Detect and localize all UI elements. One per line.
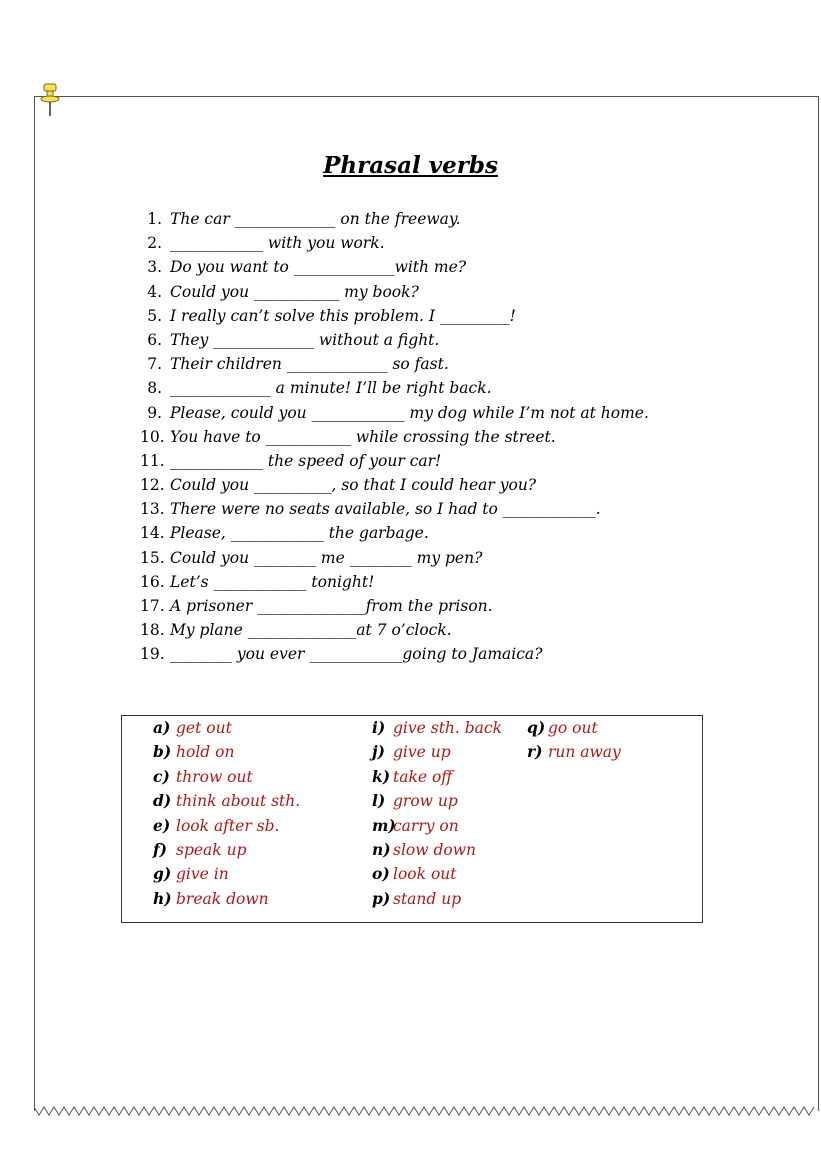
option-item bbox=[372, 887, 461, 911]
option-letter: h) bbox=[153, 888, 172, 908]
option-letter: d) bbox=[153, 791, 172, 811]
sentence-item bbox=[140, 304, 649, 328]
option-letter: a) bbox=[153, 718, 171, 737]
option-phrasal-verb: slow down bbox=[393, 841, 476, 859]
option-item bbox=[153, 789, 300, 813]
sentence-number: 15. bbox=[140, 548, 165, 567]
sentence-text: ____________ with you work. bbox=[170, 234, 385, 253]
option-phrasal-verb: give up bbox=[393, 743, 451, 762]
option-item bbox=[153, 887, 269, 911]
option-item bbox=[527, 740, 621, 764]
option-letter: o) bbox=[372, 864, 390, 884]
sentence-text: My plane ______________at 7 o’clock. bbox=[170, 621, 452, 640]
option-phrasal-verb: throw out bbox=[176, 767, 253, 786]
option-phrasal-verb: break down bbox=[176, 889, 269, 908]
sentence-number: 3. bbox=[147, 258, 162, 277]
sentence-item bbox=[140, 594, 649, 618]
option-phrasal-verb: hold on bbox=[176, 743, 235, 762]
option-letter: q) bbox=[527, 718, 546, 737]
option-item bbox=[153, 838, 247, 862]
sentence-text: ____________ the speed of your car! bbox=[170, 451, 442, 470]
sentence-number: 8. bbox=[147, 379, 162, 398]
page-bottom-edge bbox=[34, 1104, 818, 1118]
option-item bbox=[372, 740, 451, 764]
option-letter: i) bbox=[372, 718, 386, 737]
sentence-number: 6. bbox=[147, 330, 162, 349]
option-letter: g) bbox=[153, 864, 172, 884]
sentence-text: There were no seats available, so I had to ____________. bbox=[170, 500, 601, 519]
sentence-item bbox=[140, 546, 649, 570]
sentence-item bbox=[140, 352, 649, 376]
option-phrasal-verb: get out bbox=[176, 719, 232, 737]
sentence-text: Could you __________, so that I could hear you? bbox=[170, 476, 537, 495]
sentence-text: I really can’t solve this problem. I _________! bbox=[170, 306, 516, 325]
option-item bbox=[372, 716, 502, 740]
sentence-number: 7. bbox=[147, 355, 162, 374]
pushpin-icon bbox=[38, 82, 62, 118]
sentence-number: 14. bbox=[140, 524, 165, 543]
sentence-item bbox=[140, 497, 649, 521]
option-item bbox=[153, 716, 232, 740]
option-letter: l) bbox=[372, 791, 386, 811]
option-phrasal-verb: stand up bbox=[393, 889, 462, 908]
option-item bbox=[153, 814, 279, 838]
option-phrasal-verb: grow up bbox=[393, 792, 458, 811]
sentence-number: 4. bbox=[147, 282, 162, 301]
option-item bbox=[372, 862, 456, 886]
option-letter: p) bbox=[372, 888, 391, 908]
sentence-item bbox=[140, 642, 649, 666]
sentence-text: _____________ a minute! I’ll be right back. bbox=[170, 379, 492, 398]
sentence-text: Could you ________ me ________ my pen? bbox=[170, 548, 483, 567]
option-phrasal-verb: look after sb. bbox=[176, 816, 280, 835]
sentence-item bbox=[140, 207, 649, 231]
sentence-item bbox=[140, 328, 649, 352]
option-letter: r) bbox=[527, 742, 543, 762]
sentence-number: 11. bbox=[140, 451, 165, 470]
option-phrasal-verb: run away bbox=[548, 743, 621, 762]
sentence-text: Do you want to _____________with me? bbox=[170, 258, 467, 277]
option-item bbox=[153, 862, 229, 886]
option-letter: b) bbox=[153, 742, 172, 762]
sentence-number: 5. bbox=[147, 306, 162, 325]
sentence-item bbox=[140, 521, 649, 545]
option-phrasal-verb: give in bbox=[176, 865, 229, 884]
sentence-text: You have to ___________ while crossing the street. bbox=[170, 427, 556, 446]
option-item bbox=[153, 740, 234, 764]
option-item bbox=[372, 765, 452, 789]
sentence-text: Please, could you ____________ my dog while I’m not at home. bbox=[170, 403, 649, 422]
sentence-item bbox=[140, 376, 649, 400]
sentence-text: The car _____________ on the freeway. bbox=[170, 210, 461, 228]
sentence-number: 19. bbox=[140, 645, 165, 664]
sentence-text: Could you ___________ my book? bbox=[170, 282, 419, 301]
option-phrasal-verb: look out bbox=[393, 865, 457, 884]
sentence-number: 2. bbox=[147, 234, 162, 253]
option-phrasal-verb: carry on bbox=[393, 816, 459, 835]
sentence-number: 9. bbox=[147, 403, 162, 422]
option-item bbox=[372, 789, 458, 813]
sentence-item bbox=[140, 473, 649, 497]
sentence-number: 10. bbox=[140, 427, 165, 446]
sentence-number: 16. bbox=[140, 572, 165, 591]
option-letter: j) bbox=[372, 742, 385, 762]
sentence-text: Their children _____________ so fast. bbox=[170, 355, 449, 374]
sentence-text: Let’s ____________ tonight! bbox=[170, 572, 375, 591]
sentence-item bbox=[140, 231, 649, 255]
option-phrasal-verb: think about sth. bbox=[176, 792, 301, 811]
sentence-text: They _____________ without a fight. bbox=[170, 330, 440, 349]
sentence-text: ________ you ever ____________going to Jamaica? bbox=[170, 645, 543, 664]
option-letter: c) bbox=[153, 766, 170, 786]
option-item bbox=[372, 814, 459, 838]
sentence-number: 1. bbox=[147, 210, 162, 228]
option-letter: f) bbox=[153, 840, 168, 859]
option-letter: k) bbox=[372, 766, 391, 786]
sentence-text: A prisoner ______________from the prison. bbox=[170, 597, 493, 615]
option-phrasal-verb: take off bbox=[393, 767, 453, 786]
option-item bbox=[153, 765, 253, 789]
option-phrasal-verb: give sth. back bbox=[393, 719, 502, 737]
sentence-item bbox=[140, 618, 649, 642]
sentence-item bbox=[140, 280, 649, 304]
option-letter: m) bbox=[372, 815, 396, 835]
sentence-item bbox=[140, 570, 649, 594]
worksheet-title: Phrasal verbs bbox=[323, 152, 498, 179]
option-letter: n) bbox=[372, 840, 391, 859]
option-item bbox=[372, 838, 476, 862]
option-item bbox=[527, 716, 598, 740]
sentence-number: 18. bbox=[140, 621, 165, 640]
option-phrasal-verb: speak up bbox=[176, 841, 247, 859]
sentence-item bbox=[140, 425, 649, 449]
sentence-text: Please, ____________ the garbage. bbox=[170, 524, 429, 543]
option-phrasal-verb: go out bbox=[548, 719, 598, 737]
option-letter: e) bbox=[153, 815, 171, 835]
sentence-item bbox=[140, 449, 649, 473]
sentence-number: 13. bbox=[140, 500, 165, 519]
sentence-number: 17. bbox=[140, 597, 165, 615]
sentence-list bbox=[140, 207, 649, 667]
sentence-item bbox=[140, 255, 649, 279]
sentence-item bbox=[140, 401, 649, 425]
sentence-number: 12. bbox=[140, 476, 165, 495]
